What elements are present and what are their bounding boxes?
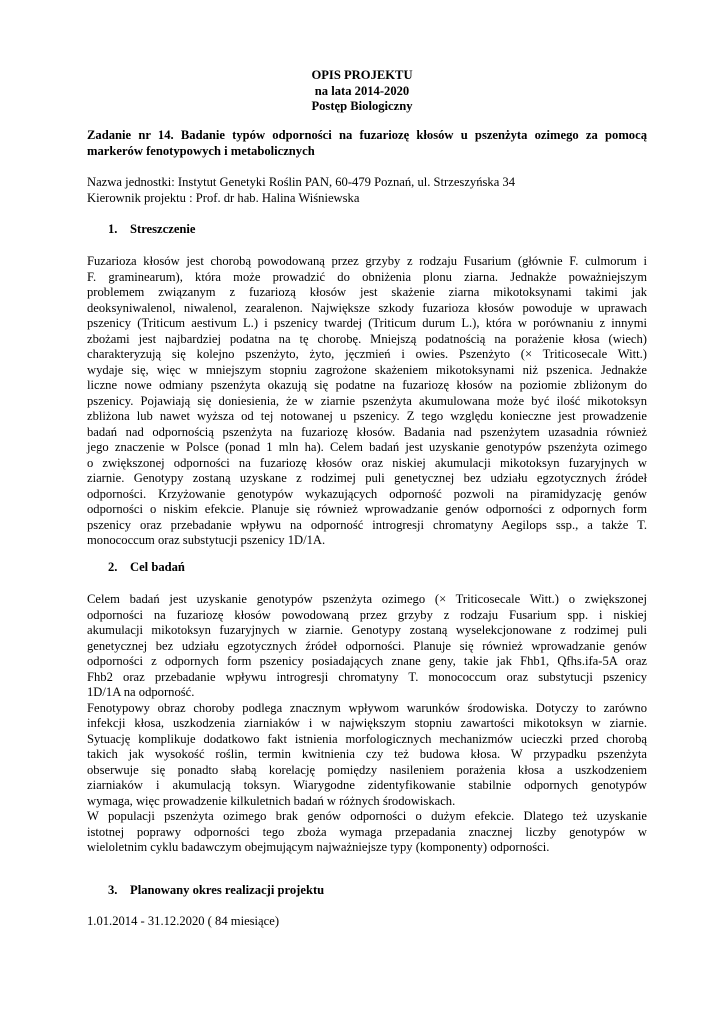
header-title: OPIS PROJEKTU bbox=[311, 68, 413, 82]
text-line: pszenicy. Pojawiają się doniesienia, że w ziarnie pszenżyta akumulowana może być ilość mikotoksyn bbox=[87, 393, 647, 408]
section-heading-period bbox=[108, 883, 324, 899]
text-line: wieloletnim cyklu badawczym obejmującym najważniejsze typy (komponenty) odporności. bbox=[87, 840, 550, 854]
text-line: ziarniaków i akumulacją toksyn. Wiarygodne zidentyfikowanie stabilnie odpornych genotypów bbox=[87, 778, 647, 792]
text-line: monococcum oraz substytucji pszenicy 1D/1A. bbox=[87, 533, 326, 547]
text-line: charakteryzują się kolejno pszenżyto, żyto, jęczmień i owies. Pszenżyto (× Triticosecale Witt.) bbox=[87, 347, 647, 361]
project-manager: Kierownik projektu : Prof. dr hab. Halina Wiśniewska bbox=[87, 190, 360, 205]
text-line: zbożami jest najbardziej podatna na tę chorobę. Mniejszą podatnością na porażenie kłosa (wiech) bbox=[87, 331, 647, 346]
text-line: akumulacji mikotoksyn fuzaryjnych w ziarnie. Genotypy zostaną wyselekcjonowane z rodzimej puli bbox=[87, 623, 647, 637]
summary-paragraph bbox=[87, 254, 647, 549]
goal-paragraph bbox=[87, 592, 647, 856]
text-line: wymaga, więc prowadzenie kilkuletnich badań w różnych środowiskach. bbox=[87, 793, 456, 808]
text-line: Fenotypowy obraz choroby podlega znacznym wpływom warunków środowiska. Dotyczy to zarówno bbox=[87, 700, 647, 715]
text-line: wydaje się, więc w mniejszym stopniu zagrożone skażeniem mikotoksynami niż pszenica. Jednakże bbox=[87, 362, 647, 377]
text-line: istotnej poprawy odporności tego zboża wymaga przepadania znacznej liczby genotypów w bbox=[87, 824, 647, 839]
text-line: genetycznej bez udziału egzotycznych źródeł odporności. Planuje się również wprowadzanie genów bbox=[87, 638, 647, 653]
text-line: odporności o niskim efekcie. Planuje się również wprowadzanie genów odporności z odpornych form bbox=[87, 502, 647, 516]
task-title: Zadanie nr 14. Badanie typów odporności na fuzariozę kłosów u pszenżyta ozimego za pomocą markerów fenotypowych i metabolicznych bbox=[87, 128, 647, 158]
text-line: o zwiększonej odporności na fuzariozę kłosów oraz niskiej akumulacji mikotoksyn fuzaryjnych w bbox=[87, 455, 647, 470]
project-period: 1.01.2014 - 31.12.2020 ( 84 miesiące) bbox=[87, 914, 280, 928]
text-line: pszenicy (Triticum aestivum L.) i pszenicy twardej (Triticum durum L.), która w porównaniu z innymi bbox=[87, 316, 647, 330]
text-line: 1D/1A na odporność. bbox=[87, 685, 195, 699]
text-line: jego znaczenie w Polsce (ponad 1 mln ha). Celem badań jest uzyskanie genotypów pszenżyta ozimego bbox=[87, 440, 647, 454]
unit-name: Nazwa jednostki: Instytut Genetyki Roślin PAN, 60-479 Poznań, ul. Strzeszyńska 34 bbox=[87, 175, 516, 189]
text-line: odporności. Krzyżowanie genotypów wykazujących odporność pozwoli na piramidyzację genów bbox=[87, 486, 647, 501]
section-title: Planowany okres realizacji projektu bbox=[130, 883, 325, 897]
text-line: Celem badań jest uzyskanie genotypów pszenżyta ozimego (× Triticosecale Witt.) o zwiększonej bbox=[87, 592, 647, 606]
section-heading-goal bbox=[108, 560, 185, 576]
section-number: 2. bbox=[108, 560, 118, 574]
header-years: na lata 2014-2020 bbox=[314, 83, 410, 98]
section-title: Streszczenie bbox=[130, 222, 196, 236]
text-line: Fhb2 oraz przebadanie wpływu introgresji chromatyny T. monococcum oraz substytucji pszenicy bbox=[87, 669, 647, 684]
text-line: liczne nowe odmiany pszenżyta okazują się podatne na fuzariozę kłosów na poziomie zbliżonym do bbox=[87, 378, 647, 392]
section-heading-summary bbox=[108, 222, 196, 238]
text-line: takich jak wysokość roślin, termin kwitnienia czy też budowa kłosa. W przypadku pszenżyta bbox=[87, 747, 647, 761]
text-line: W populacji pszenżyta ozimego brak genów odporności o dużym efekcie. Dlatego też uzyskanie bbox=[87, 809, 647, 823]
text-line: badań nad odpornością pszenżyta na fuzariozę kłosów. Badania nad pszenżytem uzasadnia również bbox=[87, 424, 647, 439]
section-number: 1. bbox=[108, 222, 118, 236]
text-line: pszenicy oraz przebadanie wpływu na odporność introgresji chromatyny Aegilops ssp., a także T. bbox=[87, 517, 647, 532]
text-line: Fuzarioza kłosów jest chorobą powodowaną przez grzyby z rodzaju Fusarium (głównie F. culmorum i bbox=[87, 254, 647, 268]
text-line: deoksyniwalenol, niwalenol, zearalenon. Największe szkody fuzarioza kłosów powoduje w uprawach bbox=[87, 300, 647, 315]
text-line: odporności na fuzariozę kłosów powodowaną przez grzyby z rodzaju Fusarium spp. i niskiej bbox=[87, 607, 647, 622]
text-line: infekcji kłosa, uszkodzenia ziarniaków i w największym stopniu zawartości mikotoksyn w ziarnie. bbox=[87, 716, 647, 730]
document-header bbox=[0, 68, 724, 115]
header-program: Postęp Biologiczny bbox=[311, 99, 413, 113]
text-line: zbliżona lub nawet wyższa od tej notowanej u pszenicy. Z tego względu konieczne jest prowadzenie bbox=[87, 409, 647, 423]
text-line: odporności z odpornych form pszenicy posiadających znane geny, takie jak Fhb1, Qfhs.ifa-5A oraz bbox=[87, 654, 647, 668]
text-line: obserwuje się ponadto słabą korelację pomiędzy nasileniem porażenia kłosa a uszkodzeniem bbox=[87, 762, 647, 777]
text-line: ziarnie. Genotypy zostaną uzyskane z rodzimej puli genetycznej bez udziału egzotycznych źródeł bbox=[87, 471, 647, 485]
section-title: Cel badań bbox=[130, 560, 185, 574]
text-line: F. graminearum), która może prowadzić do obniżenia plonu ziarna. Jednakże poważniejszym bbox=[87, 269, 647, 284]
text-line: Sytuację komplikuje dodatkowo fakt istnienia morfologicznych mechanizmów ucieczki przed chorobą bbox=[87, 731, 647, 746]
project-meta bbox=[87, 175, 647, 206]
text-line: problemem związanym z fuzariozą kłosów jest skażenie ziarna mikotoksynami takimi jak bbox=[87, 285, 647, 299]
section-number: 3. bbox=[108, 883, 118, 897]
